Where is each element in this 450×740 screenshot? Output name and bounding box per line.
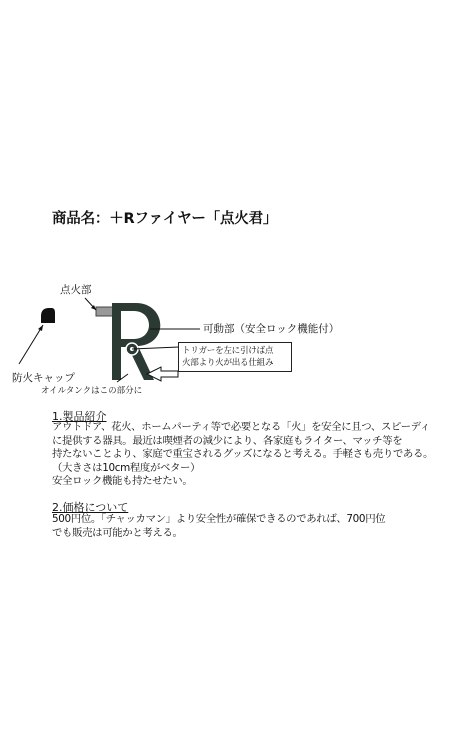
section1-line: に提供する器具。最近は喫煙者の減少により、各家庭もライター、マッチ等を [52,434,403,447]
section2-heading: 2.価格について [52,501,129,514]
oil-tank-label: オイルタンクはこの部分に [41,386,143,396]
section2-line: でも販売は可能かと考える。 [52,526,183,539]
trigger-note-box [178,342,292,372]
section2-line: 500円位。「チャッカマン」より安全性が確保できるのであれば、700円位 [52,513,386,525]
fire-cap-label: 防火キャップ [12,372,75,384]
section1-heading: 1.製品紹介 [52,410,107,423]
trigger-note-line: トリガーを左に引けば点 [182,346,274,356]
fire-cap-shape [41,308,55,323]
section1-line: 安全ロック機能も持たせたい。 [52,475,193,487]
section1-body [52,421,433,489]
product-title: 商品名：＋Rファイヤー「点火君」 [52,211,278,227]
product-r-body-shape [112,303,160,380]
ignition-label: 点火部 [60,284,92,296]
ignition-nozzle-shape [96,307,113,316]
section1-line: 持たないことより、家庭で重宝されるグッズになると考える。手軽さも売りである。 [52,448,434,460]
section1-line: アウトドア、花火、ホームパーティ等で必要となる「火」を安全に且つ、スピーディ [52,421,430,433]
section2-body [52,513,385,540]
leader-trigger [132,347,179,349]
movable-part-label: 可動部（安全ロック機能付） [203,323,340,335]
trigger-note-line: 火部より火が出る仕組み [182,358,274,368]
leader-cap [19,325,43,364]
section1-line: （大きさは10cm程度がベター） [52,461,201,474]
